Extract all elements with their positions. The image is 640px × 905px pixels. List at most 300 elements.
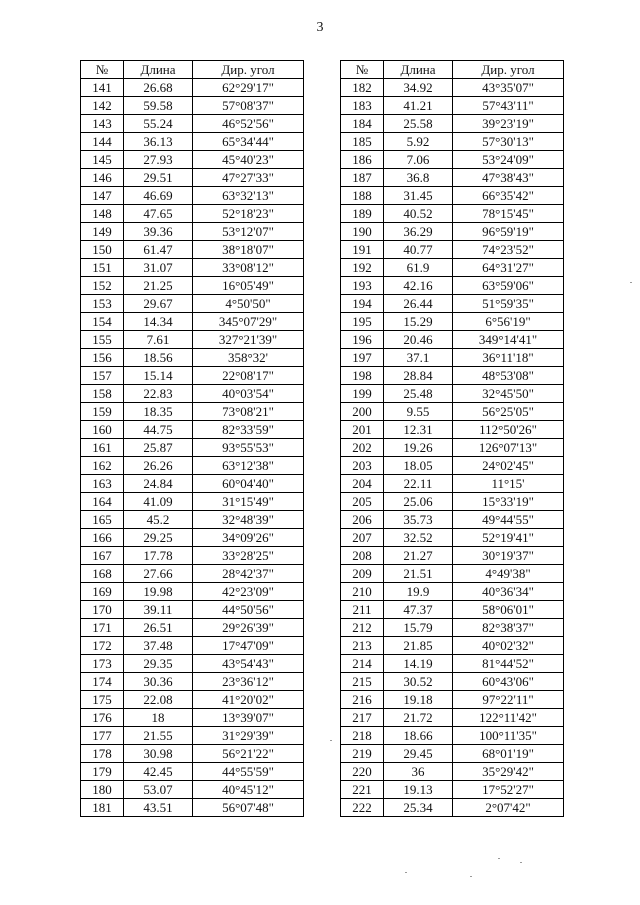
table-row: [81, 619, 304, 637]
cell-number: 160: [81, 421, 124, 439]
table-row: [81, 187, 304, 205]
cell-length: 18.66: [384, 727, 453, 745]
cell-number: 207: [341, 529, 384, 547]
table-row: [341, 385, 564, 403]
cell-number: 216: [341, 691, 384, 709]
table-row: [81, 295, 304, 313]
cell-number: 173: [81, 655, 124, 673]
table-row: [81, 115, 304, 133]
table-row: [81, 655, 304, 673]
cell-length: 22.11: [384, 475, 453, 493]
table-row: [81, 205, 304, 223]
cell-length: 36.29: [384, 223, 453, 241]
cell-number: 146: [81, 169, 124, 187]
cell-length: 31.07: [124, 259, 193, 277]
cell-angle: 11°15': [453, 475, 564, 493]
table-row: [341, 313, 564, 331]
cell-angle: 16°05'49": [193, 277, 304, 295]
cell-length: 29.35: [124, 655, 193, 673]
cell-angle: 81°44'52": [453, 655, 564, 673]
cell-angle: 93°55'53": [193, 439, 304, 457]
column-header-number: №: [341, 61, 384, 79]
table-row: [81, 529, 304, 547]
cell-length: 21.72: [384, 709, 453, 727]
cell-angle: 4°50'50": [193, 295, 304, 313]
table-row: [81, 511, 304, 529]
cell-number: 190: [341, 223, 384, 241]
cell-length: 25.48: [384, 385, 453, 403]
cell-angle: 29°26'39": [193, 619, 304, 637]
table-row: [81, 439, 304, 457]
cell-number: 149: [81, 223, 124, 241]
cell-length: 21.55: [124, 727, 193, 745]
cell-number: 168: [81, 565, 124, 583]
cell-number: 158: [81, 385, 124, 403]
cell-number: 171: [81, 619, 124, 637]
cell-number: 172: [81, 637, 124, 655]
cell-angle: 43°54'43": [193, 655, 304, 673]
table-row: [341, 367, 564, 385]
cell-angle: 44°55'59": [193, 763, 304, 781]
table-row: [81, 583, 304, 601]
cell-angle: 68°01'19": [453, 745, 564, 763]
table-row: [341, 241, 564, 259]
cell-length: 21.85: [384, 637, 453, 655]
cell-length: 37.48: [124, 637, 193, 655]
cell-angle: 49°44'55": [453, 511, 564, 529]
cell-length: 25.58: [384, 115, 453, 133]
cell-angle: 30°19'37": [453, 547, 564, 565]
table-row: [341, 331, 564, 349]
cell-number: 191: [341, 241, 384, 259]
cell-number: 192: [341, 259, 384, 277]
cell-number: 179: [81, 763, 124, 781]
cell-number: 203: [341, 457, 384, 475]
cell-length: 15.29: [384, 313, 453, 331]
cell-angle: 358°32': [193, 349, 304, 367]
table-row: [341, 79, 564, 97]
cell-number: 175: [81, 691, 124, 709]
cell-angle: 43°35'07": [453, 79, 564, 97]
table-row: [81, 547, 304, 565]
cell-length: 19.9: [384, 583, 453, 601]
cell-angle: 78°15'45": [453, 205, 564, 223]
cell-angle: 64°31'27": [453, 259, 564, 277]
cell-length: 53.07: [124, 781, 193, 799]
cell-number: 199: [341, 385, 384, 403]
cell-number: 166: [81, 529, 124, 547]
cell-number: 170: [81, 601, 124, 619]
cell-length: 30.52: [384, 673, 453, 691]
cell-number: 220: [341, 763, 384, 781]
column-header-number: №: [81, 61, 124, 79]
table-row: [341, 619, 564, 637]
cell-length: 14.19: [384, 655, 453, 673]
cell-length: 21.27: [384, 547, 453, 565]
table-row: [341, 403, 564, 421]
cell-length: 7.61: [124, 331, 193, 349]
table-row: [341, 475, 564, 493]
cell-length: 24.84: [124, 475, 193, 493]
table-row: [341, 439, 564, 457]
cell-angle: 33°28'25": [193, 547, 304, 565]
table-row: [81, 493, 304, 511]
cell-number: 185: [341, 133, 384, 151]
cell-angle: 66°35'42": [453, 187, 564, 205]
cell-length: 29.45: [384, 745, 453, 763]
table-row: [81, 331, 304, 349]
cell-number: 147: [81, 187, 124, 205]
cell-angle: 52°18'23": [193, 205, 304, 223]
cell-number: 167: [81, 547, 124, 565]
cell-number: 165: [81, 511, 124, 529]
cell-angle: 57°08'37": [193, 97, 304, 115]
cell-angle: 349°14'41": [453, 331, 564, 349]
cell-length: 47.37: [384, 601, 453, 619]
cell-number: 159: [81, 403, 124, 421]
table-row: [341, 187, 564, 205]
cell-length: 36.13: [124, 133, 193, 151]
cell-length: 25.87: [124, 439, 193, 457]
cell-number: 152: [81, 277, 124, 295]
page-number: 3: [316, 20, 324, 35]
cell-angle: 42°23'09": [193, 583, 304, 601]
cell-length: 43.51: [124, 799, 193, 817]
cell-length: 18.35: [124, 403, 193, 421]
cell-angle: 96°59'19": [453, 223, 564, 241]
cell-angle: 63°32'13": [193, 187, 304, 205]
cell-number: 214: [341, 655, 384, 673]
cell-length: 29.25: [124, 529, 193, 547]
cell-length: 12.31: [384, 421, 453, 439]
table-row: [81, 151, 304, 169]
cell-length: 20.46: [384, 331, 453, 349]
cell-length: 61.47: [124, 241, 193, 259]
cell-length: 29.67: [124, 295, 193, 313]
cell-length: 40.77: [384, 241, 453, 259]
cell-number: 177: [81, 727, 124, 745]
cell-length: 42.45: [124, 763, 193, 781]
cell-number: 142: [81, 97, 124, 115]
cell-number: 188: [341, 187, 384, 205]
cell-angle: 40°03'54": [193, 385, 304, 403]
cell-angle: 47°27'33": [193, 169, 304, 187]
table-row: [81, 241, 304, 259]
table-row: [341, 457, 564, 475]
table-row: [341, 133, 564, 151]
table-row: [81, 277, 304, 295]
cell-angle: 38°18'07": [193, 241, 304, 259]
cell-length: 5.92: [384, 133, 453, 151]
coordinates-table-right: [340, 60, 564, 817]
cell-number: 183: [341, 97, 384, 115]
column-header-angle: Дир. угол: [193, 61, 304, 79]
cell-number: 221: [341, 781, 384, 799]
scan-speck: [330, 740, 332, 741]
cell-angle: 56°25'05": [453, 403, 564, 421]
cell-angle: 60°04'40": [193, 475, 304, 493]
cell-number: 206: [341, 511, 384, 529]
cell-number: 208: [341, 547, 384, 565]
cell-angle: 36°11'18": [453, 349, 564, 367]
cell-length: 22.08: [124, 691, 193, 709]
cell-angle: 2°07'42": [453, 799, 564, 817]
cell-angle: 57°30'13": [453, 133, 564, 151]
cell-length: 19.18: [384, 691, 453, 709]
table-row: [81, 457, 304, 475]
cell-length: 37.1: [384, 349, 453, 367]
cell-number: 211: [341, 601, 384, 619]
table-row: [341, 529, 564, 547]
cell-angle: 122°11'42": [453, 709, 564, 727]
cell-angle: 45°40'23": [193, 151, 304, 169]
cell-number: 194: [341, 295, 384, 313]
cell-number: 154: [81, 313, 124, 331]
table-row: [341, 493, 564, 511]
cell-number: 182: [341, 79, 384, 97]
cell-number: 144: [81, 133, 124, 151]
cell-angle: 327°21'39": [193, 331, 304, 349]
table-row: [341, 547, 564, 565]
table-row: [81, 565, 304, 583]
cell-length: 26.26: [124, 457, 193, 475]
cell-angle: 56°07'48": [193, 799, 304, 817]
cell-number: 210: [341, 583, 384, 601]
cell-length: 41.21: [384, 97, 453, 115]
cell-angle: 4°49'38": [453, 565, 564, 583]
cell-length: 28.84: [384, 367, 453, 385]
table-row: [341, 691, 564, 709]
cell-angle: 41°20'02": [193, 691, 304, 709]
cell-length: 46.69: [124, 187, 193, 205]
table-row: [81, 745, 304, 763]
cell-number: 184: [341, 115, 384, 133]
cell-number: 196: [341, 331, 384, 349]
cell-angle: 63°12'38": [193, 457, 304, 475]
cell-length: 47.65: [124, 205, 193, 223]
cell-number: 218: [341, 727, 384, 745]
table-row: [81, 223, 304, 241]
cell-angle: 100°11'35": [453, 727, 564, 745]
cell-length: 21.51: [384, 565, 453, 583]
table-row: [341, 799, 564, 817]
cell-length: 27.66: [124, 565, 193, 583]
cell-angle: 40°45'12": [193, 781, 304, 799]
cell-number: 143: [81, 115, 124, 133]
scan-speck: [498, 858, 500, 859]
cell-number: 219: [341, 745, 384, 763]
table-row: [81, 385, 304, 403]
cell-number: 222: [341, 799, 384, 817]
table-row: [341, 673, 564, 691]
table-row: [341, 637, 564, 655]
table-row: [341, 709, 564, 727]
cell-number: 197: [341, 349, 384, 367]
cell-angle: 345°07'29": [193, 313, 304, 331]
cell-angle: 97°22'11": [453, 691, 564, 709]
cell-length: 18.56: [124, 349, 193, 367]
table-row: [81, 403, 304, 421]
cell-number: 198: [341, 367, 384, 385]
cell-length: 25.34: [384, 799, 453, 817]
table-row: [81, 97, 304, 115]
table-row: [81, 169, 304, 187]
cell-angle: 65°34'44": [193, 133, 304, 151]
table-row: [81, 421, 304, 439]
cell-length: 41.09: [124, 493, 193, 511]
cell-number: 141: [81, 79, 124, 97]
table-row: [341, 223, 564, 241]
table-row: [341, 601, 564, 619]
table-row: [81, 259, 304, 277]
table-row: [81, 799, 304, 817]
cell-number: 176: [81, 709, 124, 727]
table-row: [341, 151, 564, 169]
cell-angle: 6°56'19": [453, 313, 564, 331]
cell-number: 215: [341, 673, 384, 691]
cell-number: 161: [81, 439, 124, 457]
cell-length: 17.78: [124, 547, 193, 565]
cell-number: 189: [341, 205, 384, 223]
cell-length: 15.79: [384, 619, 453, 637]
cell-angle: 17°52'27": [453, 781, 564, 799]
cell-angle: 52°19'41": [453, 529, 564, 547]
cell-angle: 47°38'43": [453, 169, 564, 187]
cell-angle: 32°45'50": [453, 385, 564, 403]
cell-length: 15.14: [124, 367, 193, 385]
cell-length: 30.98: [124, 745, 193, 763]
cell-angle: 53°12'07": [193, 223, 304, 241]
cell-angle: 58°06'01": [453, 601, 564, 619]
cell-length: 42.16: [384, 277, 453, 295]
table-row: [341, 205, 564, 223]
table-row: [341, 565, 564, 583]
cell-angle: 31°29'39": [193, 727, 304, 745]
cell-number: 217: [341, 709, 384, 727]
cell-angle: 53°24'09": [453, 151, 564, 169]
cell-length: 14.34: [124, 313, 193, 331]
cell-angle: 32°48'39": [193, 511, 304, 529]
table-row: [81, 727, 304, 745]
table-row: [81, 313, 304, 331]
table-row: [81, 349, 304, 367]
cell-angle: 63°59'06": [453, 277, 564, 295]
table-row: [81, 691, 304, 709]
table-row: [341, 745, 564, 763]
cell-angle: 112°50'26": [453, 421, 564, 439]
table-row: [341, 277, 564, 295]
table-row: [341, 169, 564, 187]
cell-length: 18.05: [384, 457, 453, 475]
cell-length: 36.8: [384, 169, 453, 187]
cell-number: 156: [81, 349, 124, 367]
cell-length: 22.83: [124, 385, 193, 403]
cell-number: 148: [81, 205, 124, 223]
column-header-length: Длина: [384, 61, 453, 79]
cell-length: 9.55: [384, 403, 453, 421]
cell-length: 40.52: [384, 205, 453, 223]
cell-length: 27.93: [124, 151, 193, 169]
cell-length: 26.68: [124, 79, 193, 97]
table-row: [341, 655, 564, 673]
table-row: [341, 97, 564, 115]
column-header-angle: Дир. угол: [453, 61, 564, 79]
table-row: [81, 79, 304, 97]
cell-length: 34.92: [384, 79, 453, 97]
cell-number: 204: [341, 475, 384, 493]
cell-number: 178: [81, 745, 124, 763]
cell-number: 164: [81, 493, 124, 511]
cell-length: 61.9: [384, 259, 453, 277]
cell-angle: 15°33'19": [453, 493, 564, 511]
cell-number: 155: [81, 331, 124, 349]
cell-number: 186: [341, 151, 384, 169]
cell-length: 55.24: [124, 115, 193, 133]
cell-angle: 56°21'22": [193, 745, 304, 763]
cell-length: 45.2: [124, 511, 193, 529]
cell-number: 169: [81, 583, 124, 601]
cell-length: 30.36: [124, 673, 193, 691]
cell-angle: 60°43'06": [453, 673, 564, 691]
cell-length: 36: [384, 763, 453, 781]
table-row: [341, 295, 564, 313]
cell-number: 213: [341, 637, 384, 655]
cell-number: 200: [341, 403, 384, 421]
cell-angle: 82°33'59": [193, 421, 304, 439]
cell-length: 25.06: [384, 493, 453, 511]
cell-number: 145: [81, 151, 124, 169]
cell-number: 181: [81, 799, 124, 817]
cell-length: 19.26: [384, 439, 453, 457]
scan-speck: [470, 876, 472, 877]
table-row: [81, 781, 304, 799]
cell-length: 35.73: [384, 511, 453, 529]
cell-number: 162: [81, 457, 124, 475]
table-header-row: [341, 61, 564, 79]
table-row: [81, 673, 304, 691]
cell-length: 32.52: [384, 529, 453, 547]
table-row: [81, 133, 304, 151]
cell-angle: 46°52'56": [193, 115, 304, 133]
cell-length: 7.06: [384, 151, 453, 169]
cell-angle: 73°08'21": [193, 403, 304, 421]
cell-number: 153: [81, 295, 124, 313]
scan-speck: [405, 872, 407, 873]
cell-angle: 62°29'17": [193, 79, 304, 97]
table-row: [341, 349, 564, 367]
cell-number: 157: [81, 367, 124, 385]
cell-angle: 34°09'26": [193, 529, 304, 547]
table-header-row: [81, 61, 304, 79]
cell-angle: 28°42'37": [193, 565, 304, 583]
cell-number: 163: [81, 475, 124, 493]
scan-speck: [520, 862, 522, 863]
cell-length: 26.44: [384, 295, 453, 313]
coordinates-table-left: [80, 60, 304, 817]
cell-angle: 23°36'12": [193, 673, 304, 691]
table-row: [341, 763, 564, 781]
cell-length: 39.11: [124, 601, 193, 619]
table-row: [341, 115, 564, 133]
table-row: [81, 763, 304, 781]
cell-angle: 22°08'17": [193, 367, 304, 385]
cell-length: 59.58: [124, 97, 193, 115]
cell-angle: 17°47'09": [193, 637, 304, 655]
cell-length: 21.25: [124, 277, 193, 295]
cell-angle: 74°23'52": [453, 241, 564, 259]
cell-number: 209: [341, 565, 384, 583]
table-row: [341, 259, 564, 277]
